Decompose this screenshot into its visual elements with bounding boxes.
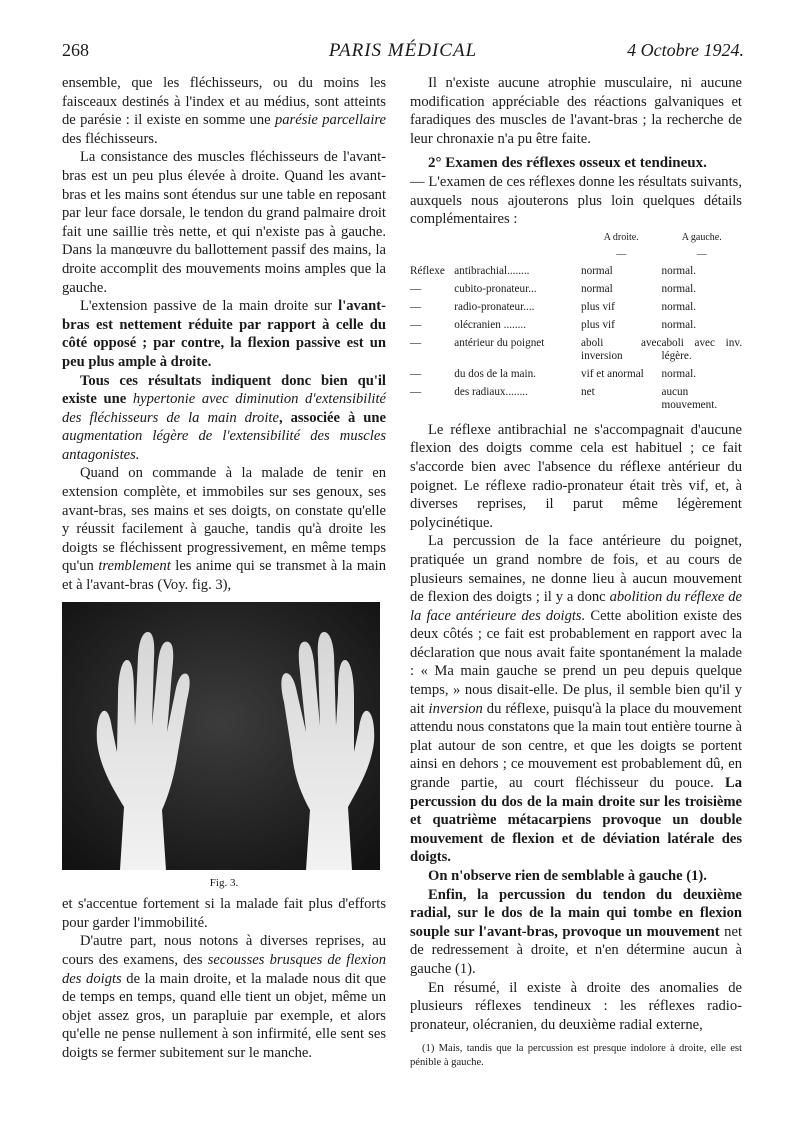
text-run: du réflexe, puisqu'à la place du mouvement attendu nous constatons que la main tout entière tourne à plat autour de son centre, et que les doigts se portent ainsi en dehors ; ce mouvement est probablement dû, en grande partie, au court fléchisseur du pouce. [410,700,742,792]
table-row [410,386,742,417]
paragraph [410,886,742,979]
text-run: L'extension passive de la main droite sur [80,298,339,315]
value-left: aucun mouvement. [661,385,718,411]
section-heading: 2° Examen des réflexes osseux et tendineux. [428,155,707,172]
value-right: vif et anormal [581,367,644,380]
paragraph [410,421,742,533]
value-right: normal [581,264,613,277]
reflex-table [410,231,742,417]
text-run: Le réflexe antibrachial ne s'accompagnait d'aucune flexion des doigts comme cela est habituel ; ce fait s'accorde bien avec l'absence du réflexe antérieur du poignet. Le réflexe radio-pronateur était très vif, et, à diverses reprises, il parut même légèrement polycinétique. [410,421,742,531]
text-run: des fléchisseurs. [62,130,158,147]
text-run: net de redressement à droite, et n'en détermine aucun à gauche (1). [410,923,742,977]
paragraph [410,74,742,148]
value-left: aboli avec inv. légère. [661,336,742,362]
text-run: tremblement [98,558,171,575]
paragraph [62,464,386,594]
paragraph [62,148,386,297]
text-run: Cette abolition existe des deux côtés ; ce fait est probablement en rapport avec la déclaration que nous avait faite spontanément la malade : « Ma main gauche se prend un peu depuis quelque temps, » nous disait-elle. De plus, il semble bien qu'il y ait [410,607,742,717]
text-run: augmentation légère de l'extensibilité des muscles antagonistes. [62,428,386,463]
paragraph [62,932,386,1062]
value-right: aboli avec inversion [581,336,662,362]
reflex-name: du dos de la main. [454,367,536,380]
table-row [410,283,742,301]
text-run: hypertonie avec diminution d'extensibilité des fléchisseurs de la main droite [62,391,386,426]
text-run: les anime qui se transmet à la main et à l'avant-bras (Voy. fig. 3), [62,558,386,594]
row-prefix: Réflexe [410,264,445,277]
footnote: (1) Mais, tandis que la percussion est presque indolore à droite, elle est pénible à gauche. [410,1043,742,1069]
text-run: de la main droite, et la malade nous dit que de temps en temps, quand elle tient un objet, même un objet assez gros, un parapluie par exemple, et alors qu'elle ne pense nullement à son infirmité, elle sent ses doigts se fermer subitement sur le manche. [62,970,386,1061]
table-row [410,301,742,319]
reflex-name: antérieur du poignet [454,336,545,349]
value-right: net [581,385,595,398]
text-run: Tous ces résultats indiquent donc bien qu'il existe une [62,372,386,408]
row-prefix: — [410,318,422,331]
text-run: inversion [428,700,483,717]
row-prefix: — [410,367,422,380]
text-run: et s'accentue fortement si la malade fait plus d'efforts pour garder l'immobilité. [62,896,386,931]
row-prefix: — [410,336,422,349]
text-run: abolition du réflexe de la face antérieure des doigts. [410,589,742,624]
journal-title: PARIS MÉDICAL [328,40,478,61]
value-left: normal. [661,367,696,380]
row-prefix: — [410,282,422,295]
dash: — [696,248,707,260]
paragraph [410,867,742,886]
column-header-left: A gauche. [681,231,722,243]
text-run: l'avant-bras est nettement réduite par rapport à celle du côté opposé ; par contre, la flexion passive est un peu plus ample à droite. [62,298,386,370]
row-prefix: — [410,300,422,313]
value-left: normal. [661,318,696,331]
text-run: D'autre part, nous notons à diverses reprises, au cours des examens, des [62,933,386,968]
reflex-name: antibrachial........ [454,264,530,277]
reflex-name: olécranien ........ [454,318,527,331]
value-right: normal [581,282,613,295]
hands-photograph [62,602,380,870]
page-header [62,40,744,64]
value-left: normal. [661,300,696,313]
page-number: 268 [62,40,89,60]
table-dash-row [410,248,742,265]
value-right: plus vif [581,300,615,313]
paragraph [62,297,386,371]
row-prefix: — [410,385,422,398]
text-run: La percussion de la face antérieure du poignet, pratiquée un grand nombre de fois, et au cours de plusieurs semaines, ne donne lieu à aucun mouvement de flexion des doigts ; il y a donc [410,533,742,606]
text-run: Quand on commande à la malade de tenir en extension complète, et immobiles sur ses genoux, ses avant-bras, ses mains et ses doigts, on constate qu'elle y réussit facilement à gauche, tandis qu'à droite les doigts se fléchissent progressivement, en même temps qu'un [62,465,386,575]
text-run: Enfin, la percussion du tendon du deuxième radial, sur le dos de la main qui tombe en flexion souple sur l'avant-bras, provoque un mouvement [410,886,742,940]
paragraph [410,979,742,1035]
table-row [410,368,742,386]
paragraph [62,895,386,932]
text-run: — L'examen de ces réflexes donne les résultats suivants, auxquels nous ajouterons plus loin quelques détails complémentaires : [410,173,742,228]
issue-date: 4 Octobre 1924. [627,40,744,60]
paragraph [410,173,742,229]
text-run: La percussion du dos de la main droite sur les troisième et quatrième métacarpiens provoque un double mouvement de flexion et de déviation latérale des doigts. [410,775,742,866]
value-right: plus vif [581,318,615,331]
paragraph [410,532,742,867]
text-run: ensemble, que les fléchisseurs, ou du moins les faisceaux destinés à l'index et au médius, sont atteints de parésie : il existe en somme une [62,75,386,129]
text-run: En résumé, il existe à droite des anomalies de plusieurs réflexes tendineux : les réflexes radio-pronateur, olécranien, du deuxième radial externe, [410,979,742,1033]
paragraph [62,372,386,465]
text-run: Il n'existe aucune atrophie musculaire, ni aucune modification appréciable des réactions galvaniques et faradiques des muscles de l'avant-bras ; la recherche de leur chronaxie n'a pu être faite. [410,75,742,147]
value-left: normal. [661,282,696,295]
left-column [62,74,386,1063]
reflex-rows [410,265,742,417]
right-column [410,74,742,1070]
reflex-name: des radiaux........ [454,385,528,398]
text-run: parésie parcellaire [274,112,386,129]
table-row [410,319,742,337]
reflex-name: radio-pronateur.... [454,300,535,313]
value-left: normal. [661,264,696,277]
paragraph [62,74,386,148]
text-run: La consistance des muscles fléchisseurs de l'avant-bras est un peu plus élevée à droite. Quand les avant-bras et les mains sont étendus sur une table en reposant par leur face dorsale, le tendon du grand palmaire droit fait une saillie très nette, et qui n'existe pas à gauche. Dans la manœuvre du ballottement passif des mains, la droite accomplit des mouvements moins amples que la gauche. [62,149,386,296]
table-row [410,265,742,283]
text-run: , associée à une [278,409,386,426]
column-header-right: A droite. [603,231,639,243]
text-run: On n'observe rien de semblable à gauche (1). [428,868,707,884]
reflex-name: cubito-pronateur... [454,282,537,295]
dash: — [616,248,627,260]
table-header-row [410,231,742,248]
text-run: secousses brusques de flexion des doigts [62,952,386,987]
table-row [410,337,742,368]
figure-caption: Fig. 3. [209,876,239,889]
